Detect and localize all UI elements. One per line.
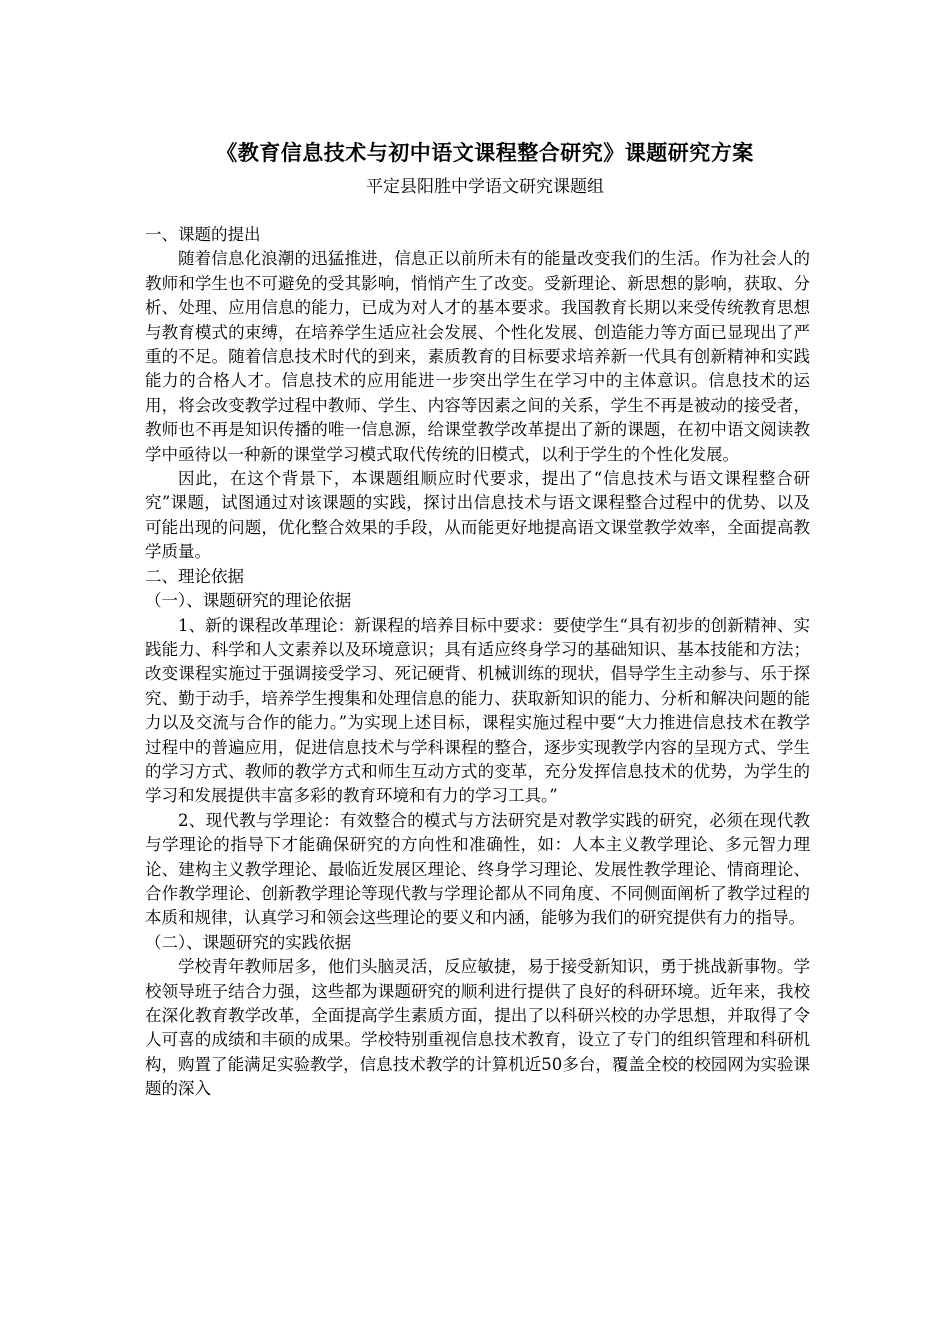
body-paragraph: 1、新的课程改革理论：新课程的培养目标中要求：要使学生“具有初步的创新精神、实践能力、科学和人文素养以及环境意识；具有适应终身学习的基础知识、基本技能和方法；改变课程实施过于强调接受学习、死记硬背、机械训练的现状，倡导学生主动参与、乐于探究、勤于动手，培养学生搜集和处理信息的能力、获取新知识的能力、分析和解决问题的能力以及交流与合作的能力。”为实现上述目标，课程实施过程中要“大力推进信息技术在教学过程中的普遍应用，促进信息技术与学科课程的整合，逐步实现教学内容的呈现方式、学生的学习方式、教师的教学方式和师生互动方式的变革，充分发挥信息技术的优势，为学生的学习和发展提供丰富多彩的教育环境和有力的学习工具。”	[145, 615, 810, 806]
section-heading: 二、理论依据	[145, 566, 244, 586]
subsection-heading: （一）、课题研究的理论依据	[145, 591, 352, 611]
subsection-heading: （二）、课题研究的实践依据	[145, 932, 352, 952]
section-heading: 一、课题的提出	[145, 225, 261, 244]
body-paragraph: 随着信息化浪潮的迅猛推进，信息正以前所未有的能量改变我们的生活。作为社会人的教师和学生也不可避免的受其影响，悄悄产生了改变。受新理论、新思想的影响，获取、分析、处理、应用信息的能力，已成为对人才的基本要求。我国教育长期以来受传统教育思想与教育模式的束缚，在培养学生适应社会发展、个性化发展、创造能力等方面已显现出了严重的不足。随着信息技术时代的到来，素质教育的目标要求培养新一代具有创新精神和实践能力的合格人才。信息技术的应用能进一步突出学生在学习中的主体意识。信息技术的运用，将会改变教学过程中教师、学生、内容等因素之间的关系，学生不再是被动的接受者，教师也不再是知识传播的唯一信息源，给课堂教学改革提出了新的课题，在初中语文阅读教学中亟待以一种新的课堂学习模式取代传统的旧模式，以利于学生的个性化发展。	[145, 249, 810, 464]
body-paragraph: 学校青年教师居多，他们头脑灵活，反应敏捷，易于接受新知识，勇于挑战新事物。学校领导班子结合力强，这些都为课题研究的顺利进行提供了良好的科研环境。近年来，我校在深化教育教学改革，全面提高学生素质方面，提出了以科研兴校的办学思想，并取得了令人可喜的成绩和丰硕的成果。学校特别重视信息技术教育，设立了专门的组织管理和科研机构，购置了能满足实验教学，信息技术教学的计算机近50多台，覆盖全校的校园网为实验课题的深入	[145, 957, 810, 1099]
document-title: 《教育信息技术与初中语文课程整合研究》课题研究方案	[216, 140, 754, 165]
document-subtitle: 平定县阳胜中学语文研究课题组	[366, 177, 604, 197]
document-body	[145, 223, 810, 1102]
body-paragraph: 因此，在这个背景下，本课题组顺应时代要求，提出了“信息技术与语文课程整合研究”课题，试图通过对该课题的实践，探讨出信息技术与语文课程整合过程中的优势、以及可能出现的问题，优化整合效果的手段，从而能更好地提高语文课堂教学效率，全面提高教学质量。	[145, 469, 810, 562]
body-paragraph: 2、现代教与学理论：有效整合的模式与方法研究是对教学实践的研究，必须在现代教与学理论的指导下才能确保研究的方向性和准确性，如：人本主义教学理论、多元智力理论、建构主义教学理论、最临近发展区理论、终身学习理论、发展性教学理论、情商理论、合作教学理论、创新教学理论等现代教与学理论都从不同角度、不同侧面阐析了教学过程的本质和规律，认真学习和领会这些理论的要义和内涵，能够为我们的研究提供有力的指导。	[145, 810, 810, 928]
